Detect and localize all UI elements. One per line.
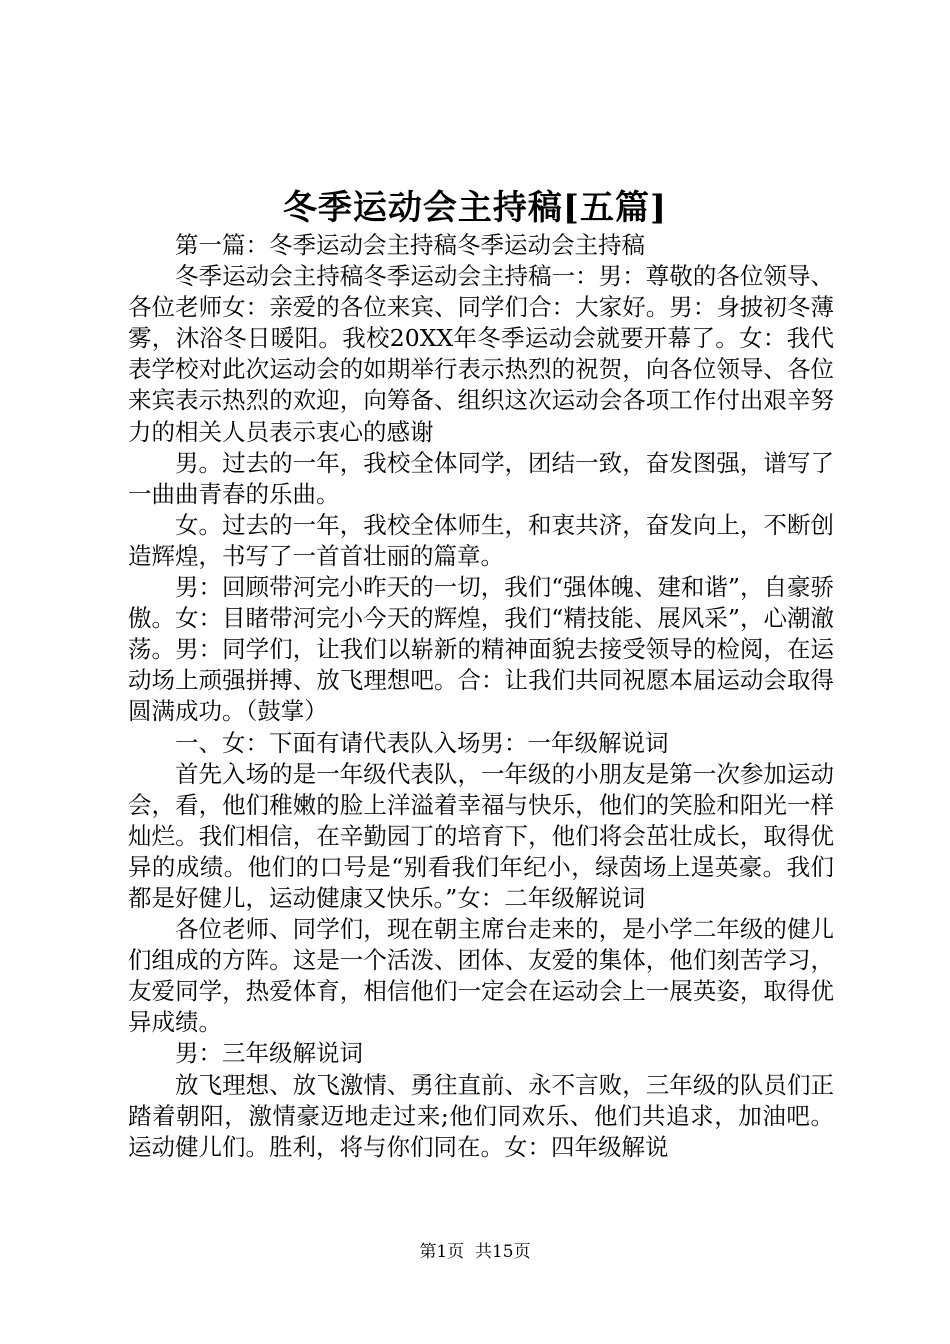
paragraph: 男：回顾带河完小昨天的一切，我们“强体魄、建和谐”，自豪骄傲。女：目睹带河完小今天的辉煌，我们“精技能、展风采”，心潮澈荡。男：同学们，让我们以崭新的精神面貌去接受领导的检阅，在运动场上顽强拼搏、放飞理想吧。合：让我们共同祝愿本届运动会取得圆满成功。（鼓掌） [128, 573, 834, 726]
page-footer [0, 1240, 950, 1264]
document-title: 冬季运动会主持稿[五篇] [282, 188, 668, 228]
paragraph: 首先入场的是一年级代表队，一年级的小朋友是第一次参加运动会，看，他们稚嫩的脸上洋溢着幸福与快乐，他们的笑脸和阳光一样灿烂。我们相信，在辛勤园丁的培育下，他们将会茁壮成长，取得优异的成绩。他们的口号是“别看我们年纪小，绿茵场上逞英豪。我们都是好健儿，运动健康又快乐。”女：二年级解说词 [128, 759, 834, 912]
page-number-label: 第1页 共15页 [419, 1242, 531, 1262]
paragraph: 一、女：下面有请代表队入场男：一年级解说词 [175, 728, 669, 757]
paragraph: 男。过去的一年，我校全体同学，团结一致，奋发图强，谱写了一曲曲青春的乐曲。 [128, 448, 834, 508]
paragraph: 第一篇：冬季运动会主持稿冬季运动会主持稿 [175, 231, 645, 259]
paragraph: 冬季运动会主持稿冬季运动会主持稿一：男：尊敬的各位领导、各位老师女：亲爱的各位来宾、同学们合：大家好。男：身披初冬薄雾，沐浴冬日暖阳。我校20XX年冬季运动会就要开幕了。女：我代表学校对此次运动会的如期举行表示热烈的祝贺，向各位领导、各位来宾表示热烈的欢迎，向筹备、组织这次运动会各项工作付出艰辛努力的相关人员表示衷心的感谢 [128, 262, 834, 446]
document-body [128, 230, 834, 1163]
paragraph: 各位老师、同学们，现在朝主席台走来的，是小学二年级的健儿们组成的方阵。这是一个活泼、团体、友爱的集体，他们刻苦学习，友爱同学，热爱体育，相信他们一定会在运动会上一展英姿，取得优异成绩。 [128, 915, 834, 1037]
paragraph: 放飞理想、放飞激情、勇往直前、永不言败，三年级的队员们正踏着朝阳，激情豪迈地走过来;他们同欢乐、他们共追求，加油吧。运动健儿们。胜利，将与你们同在。女：四年级解说 [128, 1070, 834, 1161]
paragraph: 女。过去的一年，我校全体师生，和衷共济，奋发向上，不断创造辉煌，书写了一首首壮丽的篇章。 [128, 510, 834, 570]
paragraph: 男：三年级解说词 [175, 1039, 363, 1068]
